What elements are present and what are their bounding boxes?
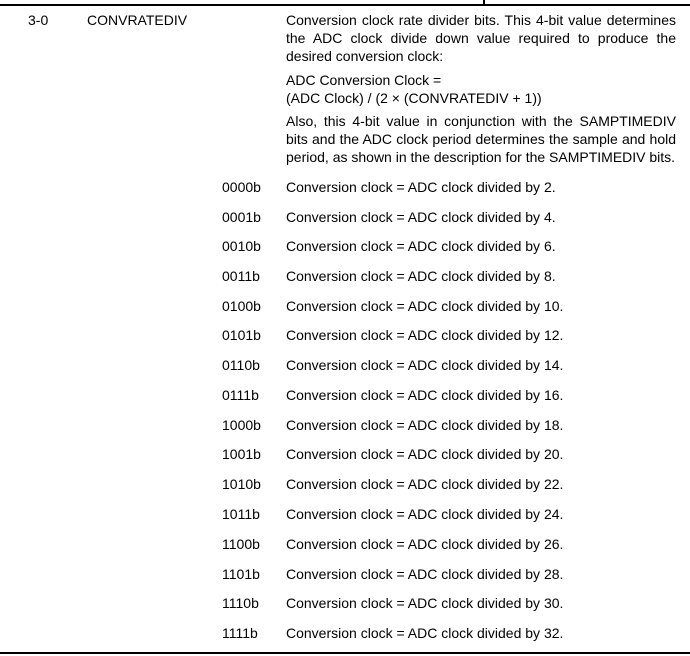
value-description: Conversion clock = ADC clock divided by 24.: [286, 506, 564, 522]
value-description: Conversion clock = ADC clock divided by 26.: [286, 536, 564, 552]
description-intro: Conversion clock rate divider bits. This 4-bit value determines the ADC clock divide down value required to produce the desired conversion clock:: [286, 12, 676, 65]
value-description: Conversion clock = ADC clock divided by 4.: [286, 209, 556, 225]
value-description: Conversion clock = ADC clock divided by 6.: [286, 238, 556, 254]
value-description: Conversion clock = ADC clock divided by 32.: [286, 625, 564, 641]
value-code: 0101b: [222, 327, 261, 343]
field-name: CONVRATEDIV: [87, 12, 188, 28]
value-code: 0100b: [222, 298, 261, 314]
value-code: 1001b: [222, 446, 261, 462]
value-description: Conversion clock = ADC clock divided by 16.: [286, 387, 564, 403]
value-code: 1101b: [222, 566, 260, 582]
value-code: 1011b: [222, 506, 260, 522]
value-description: Conversion clock = ADC clock divided by 8.: [286, 268, 556, 284]
value-description: Conversion clock = ADC clock divided by 30.: [286, 595, 564, 611]
value-description: Conversion clock = ADC clock divided by 12.: [286, 327, 564, 343]
value-code: 1000b: [222, 417, 261, 433]
value-description: Conversion clock = ADC clock divided by 10.: [286, 298, 564, 314]
value-code: 0110b: [222, 357, 260, 373]
value-description: Conversion clock = ADC clock divided by 2.: [286, 179, 556, 195]
value-description: Conversion clock = ADC clock divided by 22.: [286, 476, 564, 492]
value-code: 0001b: [222, 209, 261, 225]
value-code: 0000b: [222, 179, 261, 195]
formula: [286, 71, 676, 107]
value-code: 0011b: [222, 268, 260, 284]
formula-line-1: ADC Conversion Clock =: [286, 72, 442, 88]
value-description: Conversion clock = ADC clock divided by 14.: [286, 357, 564, 373]
table-bottom-rule: [0, 652, 690, 654]
value-description: Conversion clock = ADC clock divided by 28.: [286, 566, 564, 582]
value-code: 0010b: [222, 238, 261, 254]
value-code: 1111b: [222, 625, 258, 641]
description-note: Also, this 4-bit value in conjunction with the SAMPTIMEDIV bits and the ADC clock period determines the sample and hold period, as shown in the description for the SAMPTIMEDIV bits.: [286, 113, 676, 166]
column-divider-tick: [483, 0, 485, 4]
formula-line-2: (ADC Clock) / (2 × (CONVRATEDIV + 1)): [286, 90, 542, 107]
value-code: 0111b: [222, 387, 259, 403]
value-code: 1010b: [222, 476, 261, 492]
value-description: Conversion clock = ADC clock divided by 18.: [286, 417, 564, 433]
value-code: 1110b: [222, 595, 259, 611]
value-code: 1100b: [222, 536, 260, 552]
value-description: Conversion clock = ADC clock divided by 20.: [286, 446, 564, 462]
table-top-rule: [0, 4, 690, 6]
bits-cell: 3-0: [28, 12, 49, 28]
